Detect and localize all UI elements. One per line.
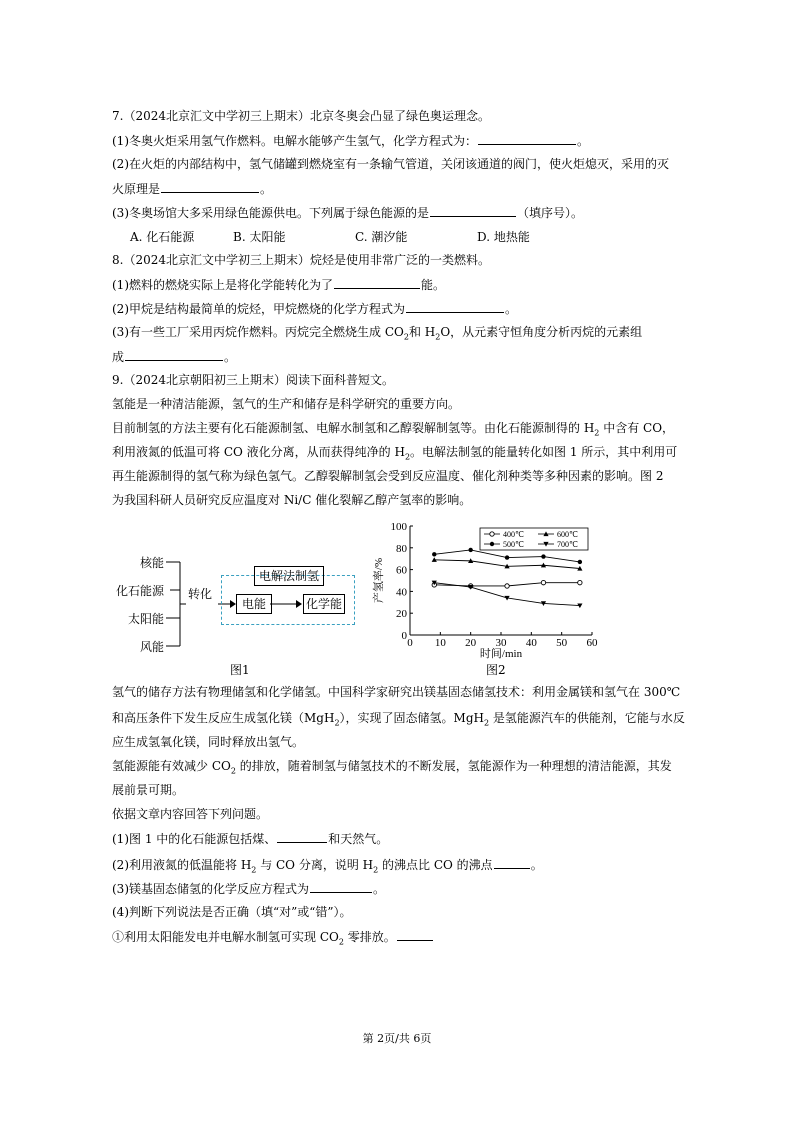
x-tick-label: 30	[495, 637, 507, 649]
q9-text: (1)图 1 中的化石能源包括煤、	[112, 832, 277, 846]
q8-part3-text-b: 和 H	[408, 325, 436, 339]
subscript: 2	[334, 718, 340, 728]
data-point	[578, 580, 582, 584]
q9-sub4: (4)判断下列说法是否正确（填“对”或“错”）。	[112, 905, 352, 919]
option-d: D. 地热能	[477, 230, 530, 244]
q9-text: 目前制氢的方法主要有化石能源制氢、电解水制氢和乙醇裂解制氢等。由化石能源制得的 H	[112, 421, 595, 435]
legend-label: 500℃	[503, 540, 524, 549]
legend-label: 700℃	[557, 540, 578, 549]
q7-part1-text: (1)冬奥火炬采用氢气作燃料。电解水能够产生氢气，化学方程式为：	[112, 134, 478, 148]
q9-text: 中含有 CO，	[599, 421, 675, 435]
q9-sub2	[112, 856, 543, 873]
q9-para2-line4: 为我国科研人员研究反应温度对 Ni/C 催化裂解乙醇产氢率的影响。	[112, 493, 472, 507]
q7-part2-text: 火原理是	[112, 182, 161, 196]
data-point	[490, 532, 494, 536]
q9-sub5	[112, 928, 434, 945]
answer-blank[interactable]	[125, 348, 223, 361]
subscript: 2	[373, 865, 379, 875]
data-point	[505, 555, 509, 559]
answer-blank[interactable]	[494, 856, 530, 869]
q9-para2-line2	[112, 444, 677, 460]
q9-text: (2)利用液氮的低温能将 H	[112, 858, 252, 872]
x-tick-label: 10	[434, 637, 446, 649]
q9-text: 氢能源能有效减少 CO	[112, 759, 231, 773]
q9-sub1	[112, 830, 388, 847]
q8-part3-text-c: O，从元素守恒角度分析丙烷的元素组	[440, 325, 643, 339]
q8-part2-end: 。	[505, 302, 518, 316]
data-point	[432, 552, 436, 556]
y-tick-label: 80	[396, 542, 407, 555]
answer-blank[interactable]	[430, 204, 516, 217]
q9-text: 和天然气。	[328, 832, 389, 846]
data-point	[578, 560, 582, 564]
x-tick-label: 40	[525, 637, 537, 649]
q8-part3-end: 。	[224, 350, 237, 364]
page-footer: 第 2页/共 6页	[362, 1032, 432, 1045]
answer-blank[interactable]	[334, 276, 420, 289]
q7-part3-text: (3)冬奥场馆大多采用绿色能源供电。下列属于绿色能源的是	[112, 206, 430, 220]
chemical-energy-box: 化学能	[303, 594, 345, 614]
q8-part1-end: 能。	[421, 278, 446, 292]
subscript: 2	[338, 937, 344, 947]
q7-part2-line2	[112, 180, 272, 197]
answer-blank[interactable]	[397, 928, 433, 941]
q7-title: 7.（2024北京汇文中学初三上期末）北京冬奥会凸显了绿色奥运理念。	[112, 109, 490, 123]
q9-para1: 氢能是一种清洁能源，氢气的生产和储存是科学研究的重要方向。	[112, 397, 461, 411]
y-tick-label: 40	[396, 586, 407, 599]
x-tick-label: 20	[465, 637, 477, 649]
y-tick-label: 20	[396, 608, 407, 621]
source-fossil: 化石能源	[116, 584, 165, 598]
q9-text: ①利用太阳能发电并电解水制氢可实现 CO	[112, 930, 339, 944]
y-tick-label: 60	[396, 564, 407, 577]
answer-blank[interactable]	[161, 180, 259, 193]
q9-text: ），实现了固态储氢。MgH	[339, 711, 484, 725]
q9-para3-line1: 氢气的储存方法有物理储氢和化学储氢。中国科学家研究出镁基固态储氢技术：利用金属镁和氢气在 300℃	[112, 685, 681, 699]
q7-part1-end: 。	[577, 134, 590, 148]
y-axis-label: 产氢率/%	[373, 557, 385, 604]
q9-para3-line2	[112, 710, 685, 726]
q9-text: 与 CO 分离，说明 H	[256, 858, 374, 872]
q7-part3-end: （填序号）。	[517, 206, 584, 220]
answer-blank[interactable]	[406, 300, 504, 313]
q9-text: 。电解法制氢的能量转化如图 1 所示，其中利用可	[410, 445, 678, 459]
q8-part3-text-d: 成	[112, 350, 125, 364]
legend-label: 600℃	[557, 530, 578, 539]
q9-text: 的排放，随着制氢与储氢技术的不断发展，氢能源作为一种理想的清洁能源，其发	[235, 759, 672, 773]
q9-text: 。	[373, 882, 386, 896]
subscript: 2	[594, 428, 600, 438]
q9-para4-line1	[112, 758, 672, 774]
x-tick-label: 0	[407, 637, 413, 649]
option-a: A. 化石能源	[130, 230, 195, 244]
x-tick-label: 50	[556, 637, 568, 649]
q8-part3-line1	[112, 324, 642, 340]
option-c: C. 潮汐能	[355, 230, 408, 244]
q9-text: 。	[530, 858, 543, 872]
q8-title: 8.（2024北京汇文中学初三上期末）烷烃是使用非常广泛的一类燃料。	[112, 253, 490, 267]
q7-part2-line1: (2)在火炬的内部结构中，氢气储罐到燃烧室有一条输气管道，关闭该通道的阀门，使火炬熄灭，采用的灭	[112, 157, 670, 171]
electric-energy-box: 电能	[236, 594, 272, 614]
data-point	[541, 554, 545, 558]
convert-label: 转化	[188, 587, 213, 601]
q9-para2-line1	[112, 420, 674, 436]
subscript: 2	[435, 332, 441, 342]
q9-title: 9.（2024北京朝阳初三上期末）阅读下面科普短文。	[112, 373, 394, 387]
q9-ask: 依据文章内容回答下列问题。	[112, 807, 269, 821]
q9-text: 和高压条件下发生反应生成氢化镁（MgH	[112, 711, 335, 725]
answer-blank[interactable]	[277, 830, 327, 843]
q9-para2-line3: 再生能源制得的氢气称为绿色氢气。乙醇裂解制氢会受到反应温度、催化剂种类等多种因素的影响。图 2	[112, 469, 664, 483]
q8-part3-line2	[112, 348, 236, 365]
y-tick-label: 0	[401, 630, 407, 642]
q9-text: (3)镁基固态储氢的化学反应方程式为	[112, 882, 309, 896]
method-box: 电解法制氢	[254, 566, 324, 586]
q9-para4-line2: 展前景可期。	[112, 783, 185, 797]
answer-blank[interactable]	[478, 132, 576, 145]
q8-part1-text: (1)燃料的燃烧实际上是将化学能转化为了	[112, 278, 333, 292]
data-point	[541, 580, 545, 584]
q7-options	[130, 229, 530, 245]
q8-part2-text: (2)甲烷是结构最简单的烷烃，甲烷燃烧的化学方程式为	[112, 302, 406, 316]
data-point	[490, 542, 494, 546]
q7-part3	[112, 204, 583, 221]
q7-part1	[112, 132, 589, 149]
data-point	[468, 548, 472, 552]
q8-part2	[112, 300, 517, 317]
q8-part3-text-a: (3)有一些工厂采用丙烷作燃料。丙烷完全燃烧生成 CO	[112, 325, 404, 339]
subscript: 2	[403, 332, 409, 342]
x-tick-label: 60	[586, 637, 598, 649]
q7-part2-end: 。	[260, 182, 273, 196]
data-point	[505, 584, 509, 588]
source-wind: 风能	[140, 640, 165, 654]
x-axis-label: 时间/min	[479, 648, 523, 660]
subscript: 2	[251, 865, 257, 875]
subscript: 2	[483, 718, 490, 728]
source-nuclear: 核能	[140, 556, 165, 570]
option-b: B. 太阳能	[233, 230, 286, 244]
figure-1-diagram	[116, 548, 370, 678]
figure-2-chart	[370, 518, 600, 668]
q8-part1	[112, 276, 445, 293]
answer-blank[interactable]	[310, 880, 372, 893]
subscript: 2	[230, 766, 236, 776]
y-tick-label: 100	[390, 521, 407, 533]
subscript: 2	[404, 452, 411, 462]
source-solar: 太阳能	[128, 612, 165, 626]
q9-text: 的沸点比 CO 的沸点	[378, 858, 493, 872]
q9-sub3	[112, 880, 385, 897]
q9-text: 利用液氮的低温可将 CO 液化分离，从而获得纯净的 H	[112, 445, 405, 459]
q9-text: 零排放。	[343, 930, 396, 944]
q9-para3-line3: 应生成氢氧化镁，同时释放出氢气。	[112, 735, 305, 749]
legend-label: 400℃	[503, 530, 524, 539]
figure-2-caption: 图2	[486, 663, 506, 677]
q9-text: 是氢能源汽车的供能剂，它能与水反	[489, 711, 685, 725]
figure-1-caption: 图1	[230, 663, 250, 677]
